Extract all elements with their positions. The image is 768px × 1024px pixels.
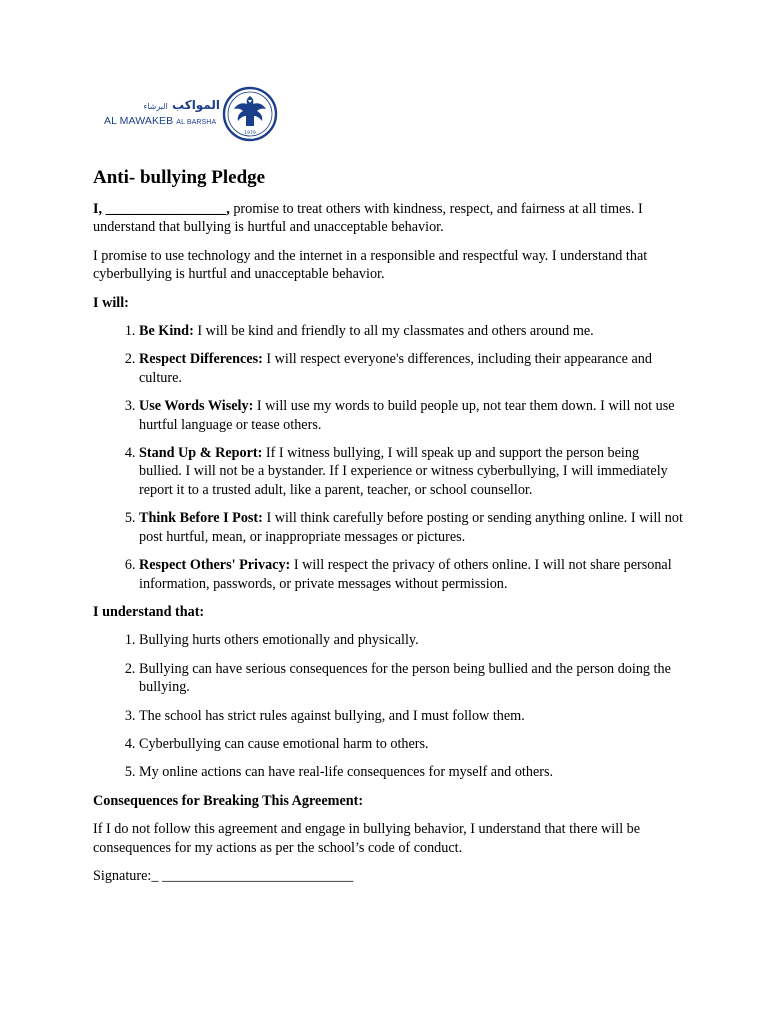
page-title: Anti- bullying Pledge [93,167,266,188]
technology-paragraph: I promise to use technology and the internet in a responsible and respectful way. I understand that cyberbullying is hurtful and unacceptable behavior. [93,247,648,283]
item-label: Stand Up & Report: [139,445,263,462]
logo-arabic-main: المواكب [172,98,220,112]
list-item: 1. Bullying hurts others emotionally and physically. [139,631,683,649]
item-text: I will be kind and friendly to all my classmates and others around me. [193,323,594,340]
list-item: 5. My online actions can have real-life consequences for myself and others. [139,763,683,781]
i-understand-heading: I understand that: [93,603,205,620]
list-item: 2. Bullying can have serious consequences for the person being bullied and the person doing the bullying. [139,660,683,697]
logo-latin-text [104,115,216,127]
item-text: I will respect everyone's differences, including their appearance and culture. [139,351,652,386]
consequences-heading: Consequences for Breaking This Agreement: [93,792,364,809]
list-item: 4. Cyberbullying can cause emotional harm to others. [139,735,683,753]
item-label: Use Words Wisely: [139,398,254,415]
i-will-list [93,322,683,593]
item-label: Respect Others' Privacy: [139,557,291,574]
logo-arabic-text [143,98,220,112]
list-item: 3. The school has strict rules against bullying, and I must follow them. [139,707,683,725]
intro-text: promise to treat others with kindness, respect, and fairness at all times. I understand that bullying is hurtful and unacceptable behavior. [93,201,643,236]
eagle-emblem-icon [222,86,278,142]
consequences-paragraph: If I do not follow this agreement and engage in bullying behavior, I understand that there will be consequences for my actions as per the school’s code of conduct. [93,821,641,856]
item-label: Think Before I Post: [139,510,263,527]
i-will-heading: I will: [93,294,129,311]
item-text: I will think carefully before posting or sending anything online. I will not post hurtful, mean, or inappropriate messages or pictures. [139,510,683,545]
item-text: I will respect the privacy of others online. I will not share personal information, passwords, or private messages without permission. [139,557,672,592]
list-item [139,509,683,546]
item-text: I will use my words to build people up, not tear them down. I will not use hurtful language or tease others. [139,398,675,433]
logo-latin-sub: AL BARSHA [176,119,217,126]
logo-wordmark [104,84,220,142]
list-item [139,556,683,593]
item-text: If I witness bullying, I will speak up and support the person being bullied. I will not be a bystander. If I experience or witness cyberbullying, I will immediately report it to a trusted adult, like a parent, teacher, or school counsellor. [139,445,668,498]
signature-line: Signature:_ ___________________________ [93,867,354,884]
item-label: Be Kind: [139,323,194,340]
list-item [139,444,683,499]
emblem-year: 1979 [244,131,256,136]
logo-arabic-sub: البرشاء [143,102,168,111]
logo-latin-main: AL MAWAKEB [104,115,174,127]
list-item [139,397,683,434]
list-item [139,322,683,340]
school-logo [104,84,279,142]
intro-paragraph [93,200,683,237]
i-understand-list [93,631,683,781]
item-label: Respect Differences: [139,351,263,368]
pledge-content [93,166,683,895]
name-blank: I, _________________, [93,201,230,217]
list-item [139,350,683,387]
